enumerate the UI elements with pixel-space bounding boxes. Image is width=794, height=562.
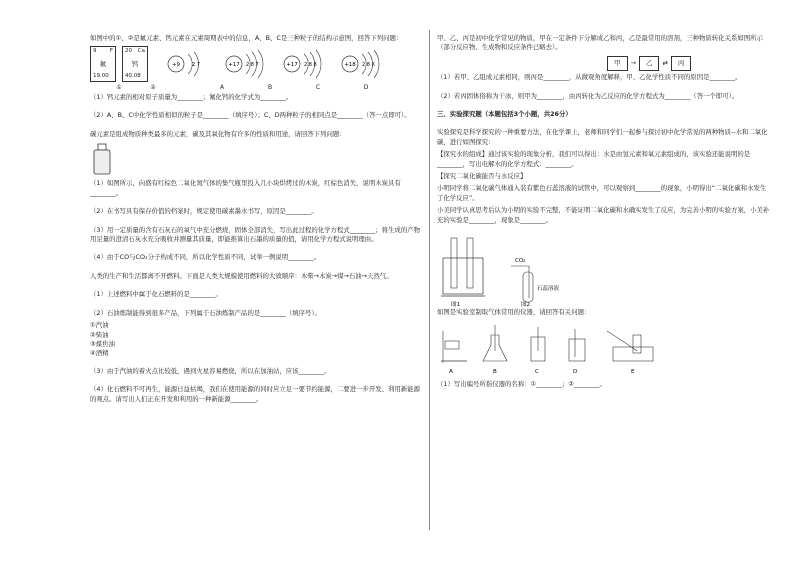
arrow-both-icon: ⇄ [662,58,668,67]
q1-part2: （2）A、B、C中化学性质相似的粒子是________（填序号）；C、D两种粒子的相同点是________（答一点即可）。 [90,111,411,120]
atom-structure-diagrams [154,46,394,82]
q3-options [90,321,420,359]
apparatus-label: D [573,368,578,375]
atom-b [226,50,263,78]
co2-label: CO₂ [515,258,526,265]
element-mass: 40.08 [125,73,141,80]
atom-label: C [315,84,321,92]
apparatus-a [441,331,467,375]
apparatus-d [569,329,585,375]
electrolysis-and-litmus-figure [437,228,597,308]
atom-nucleus: +9 [171,62,181,69]
atom-d [342,50,379,78]
q6-intro: 如图是实验室制取气体常用的仪器，请回答有关问题： [437,308,591,317]
apparatus-e [607,331,653,375]
atom-label: B [267,84,273,92]
gas-bottle-icon [90,142,114,176]
lab-apparatus-figure [437,321,677,377]
q5-co2-improve: 小美同学认真思考后认为小明的实验不完整，不能证明二氧化碳和水确实发生了反应，为完善小明的实验方案，小美补充的实验是________，现象是________。 [437,206,770,224]
apparatus-label: C [535,368,539,375]
q5-intro: 实验探究是科学探究的一种重要方法，在化学课上，老师和同学们一起参与探讨初中化学常见的两种物质--水和二氧化碳，进行如图探究： [437,128,768,146]
apparatus-label: E [631,368,635,375]
element-number: 9 [93,48,97,55]
element-box-fluorine [90,46,116,82]
q1-part1: （1）钙元素的相对原子质量为________；氟化钙的化学式为________。 [90,92,293,101]
q6-part1: （1）写出编号所指仪器的名称：①________；②________。 [437,379,606,388]
apparatus-label: A [449,368,453,375]
column-divider [429,30,430,530]
option-item: ③煤焦油 [90,339,115,348]
figure-labels-row [90,83,420,92]
atom-label: A [219,84,225,92]
element-symbol: F [109,48,113,55]
box-label: ① [116,84,122,92]
element-box-labels [102,83,170,92]
atom-label: D [363,84,369,92]
option-item: ④酒精 [90,349,109,358]
conversion-diagram [607,56,772,71]
atom-nucleus: +18 [344,62,356,69]
element-symbol: Ca [137,48,145,55]
flow-box-yi: 乙 [639,56,660,71]
q5-water: 【探究水的组成】通过该实验的现象分析，我们可以得出：水是由氢元素和氧元素组成的，该实验还能说明的是________，写出电解水的化学方程式：________。 [437,150,751,168]
q2-intro: 碳元素是组成物质种类最多的元素，碳及其氧化物有许多的性质和用途，请回答下列问题： [90,129,346,138]
element-name: 氟 [99,59,107,68]
atom-a [168,52,200,76]
q2-part4: （4）由于CO与CO₂分子构成不同，所以化学性质不同，试举一例说明________。 [90,253,321,262]
atom-c [284,50,321,78]
section-3-heading: 三、实验探究题（本题包括3个小题，共26分） [437,110,572,119]
left-column [90,34,420,407]
option-item: ②柴油 [90,330,109,339]
atom-shells: 2 8 7 [246,62,259,69]
atom-shells: 2 8 8 [304,62,317,69]
right-column [437,34,772,392]
element-figures [90,46,420,82]
element-box-calcium [122,46,148,82]
experiment-figures [437,228,772,308]
q3-part2: （2）石油炼制能得到很多产品，下列属于石油炼制产品的是________（填序号）。 [90,308,321,317]
q2-part3: （3）用一定质量的含有石灰石的氧气中充分燃烧，固体全部消失，写出此过程的化学方程式________；将生成的产物用足量的澄清石灰水充分吸收并测量其质量，即能推算出石墨的质量的值，请用化学方程式说明理由。 [90,225,420,244]
q2-part1: （1）如图所示，向盛有红棕色二氧化氮气体的集气瓶里投入几小块烘烤过的木炭，红棕色消失，说明木炭具有________。 [90,179,401,197]
q5-co2-observation: 小明同学将二氧化碳气体通入装有紫色石蕊溶液的试管中，可以观察到________的现象，小明得出“二氧化碳和水发生了化学反应”。 [437,184,767,202]
q5-co2-heading: 【探究二氧化碳能否与水反应】 [437,172,527,181]
arrow-right-icon: → [630,58,636,67]
apparatus-b [483,325,507,375]
q3-intro: 人类的生产和生活都离不开燃料。下面是人类大规模使用燃料的大致顺序：木柴→木炭→煤→石油→天然气。 [90,271,393,280]
q3-part4: （4）化石燃料不可再生，能源日益枯竭，我们在使用能源的同时应立足一要节约能源，二要进一步开发、利用新能源的观点。请写出人们正在开发和利用的一种新能源________。 [90,385,420,403]
atom-shells: 2 7 [192,62,200,69]
flow-box-jia: 甲 [607,56,628,71]
q3-part3: （3）由于汽油的着火点比较低，遇到火星容易燃烧，所以在加油站，应该________。 [90,366,331,375]
figure-label-1: 图1 [451,302,460,309]
q4-part2: （2）若丙固体俗称为干冰，则甲为________，由丙转化为乙反应的化学方程式为________（答一个即可）。 [437,91,739,100]
atom-nucleus: +17 [286,62,298,69]
atom-shells: 2 8 X [362,62,375,69]
box-label: ② [150,84,156,92]
apparatus-c [531,327,545,375]
element-mass: 19.00 [93,73,109,80]
figure-label-2: 图2 [521,302,530,309]
q4-part1: （1）若甲、乙组成元素相同，则丙是________，从微观角度解释，甲、乙化学性质不同的原因是________。 [437,73,742,82]
q4-intro: 甲、乙、丙是初中化学常见的物质，甲在一定条件下分解成乙和丙，乙是最常用的溶剂，三种物质转化关系如图所示（部分反应物、生成物和反应条件已略去）。 [437,34,763,52]
element-name: 钙 [131,59,139,68]
element-number: 20 [125,48,132,55]
q2-part2: （2）在书写具有保存价值的档案时，规定使用碳素墨水书写，原因是________。 [90,207,318,216]
atom-labels [198,83,390,92]
apparatus-label: B [493,368,497,375]
litmus-label: 石蕊溶液 [537,286,560,293]
flow-box-bing: 丙 [671,56,692,71]
option-item: ①汽油 [90,321,109,330]
q1-intro: 如图中的①、②是氟元素、钙元素在元素周期表中的信息，A、B、C是三种粒子的结构示意图，回答下列问题： [90,34,403,42]
atom-nucleus: +17 [228,62,240,69]
q3-part1: （1）上述燃料中属于化石燃料的是________。 [90,290,222,299]
